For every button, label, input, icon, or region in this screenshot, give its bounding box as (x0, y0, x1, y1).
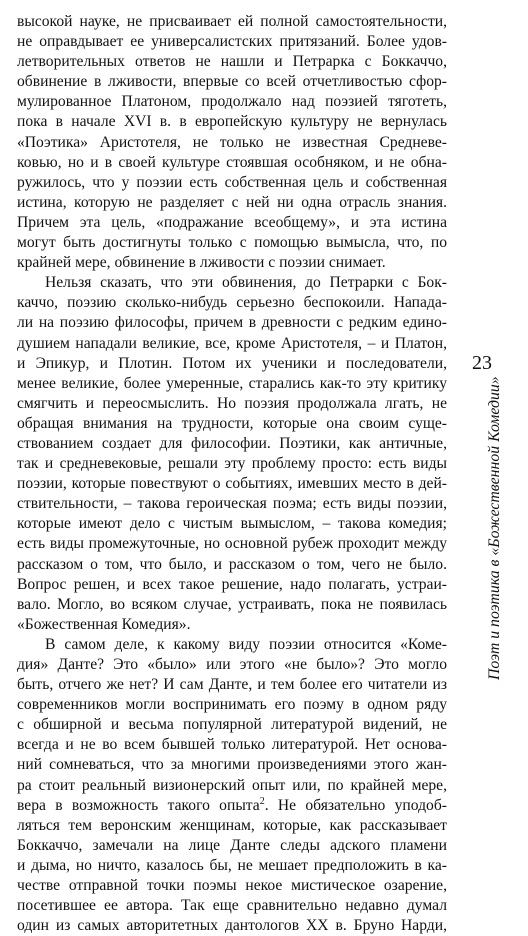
text-line: современников могли воспринимать его поэму в одном ряду (17, 696, 447, 714)
text-line: ний сомневаться, что за многими произведениями этого жан- (17, 756, 447, 774)
paragraph (17, 635, 447, 936)
running-head: Поэт и поэтика в «Божественной Комедии» (486, 376, 503, 680)
text-line: всегда и не во всем бывшей только литературой. Нет основа- (17, 736, 447, 754)
text-line: и дыма, но ничто, казалось бы, не мешает предположить в ка- (17, 856, 447, 874)
text-column (17, 12, 447, 936)
text-line: истина, которую не разделяет с ней ни одна отрасль знания. (17, 193, 447, 211)
text-line: В самом деле, к какому виду поэзии относится «Коме- (45, 635, 447, 653)
text-line: так и средневековые, решали эту проблему просто: есть виды (17, 455, 447, 473)
text-line: ли на поэзию философы, причем в древности с редким едино- (17, 314, 447, 332)
text-line: ляться тем веронским женщинам, которые, как рассказывает (17, 816, 447, 834)
text-line: дия» Данте? Это «было» или этого «не было»? Это могло (17, 656, 447, 673)
paragraph (17, 273, 447, 635)
text-line: смягчить и переосмыслить. Но поэзия продолжала лгать, не (17, 394, 447, 412)
text-line: быть, отчего же нет? И сам Данте, и тем более его читатели из (17, 676, 447, 694)
text-line: обвинение в лживости, впервые со всей отчетливостью сфор- (17, 73, 447, 91)
text-line: честве отправной точки поэмы некое мистическое озарение, (17, 877, 447, 895)
text-line: могут быть достигнуты только с помощью вымысла, что, по (17, 234, 447, 252)
text-line: каччо, поэзию сколько-нибудь серьезно беспокоили. Напада- (17, 294, 447, 312)
text-line: есть виды промежуточные, но основной рубеж проходит между (17, 535, 447, 553)
text-line: «Поэтика» Аристотеля, не только не известная Средневе- (17, 133, 447, 151)
text-line: высокой науке, не присваивает ей полной самостоятельности, (17, 13, 447, 30)
text-line: крайней мере, обвинение в лживости с поэзии снимает. (17, 254, 386, 272)
text-line: Нельзя сказать, что эти обвинения, до Петрарки с Бок- (45, 274, 447, 292)
text-line: ружилось, что у поэзии есть собственная цель и собственная (17, 173, 447, 191)
text-line: Вопрос решен, и всех такое решение, надо полагать, устраи- (17, 575, 447, 593)
text-line: один из самых авторитетных дантологов XX в. Бруно Нарди, (17, 917, 447, 935)
text-line: ковью, но и в своей культуре стоявшая особняком, и не обна- (17, 153, 447, 171)
page-number: 23 (472, 352, 492, 374)
text-line: душием нападали великие, все, кроме Аристотеля, – и Платон, (17, 334, 447, 352)
text-line: Причем эта цель, «подражание всеобщему», и эта истина (17, 213, 447, 231)
text-line: вало. Могло, во всяком случае, устраивать, пока не появилась (17, 595, 447, 613)
text-line: ствительности, – такова героическая поэма; есть виды поэзии, (17, 495, 447, 513)
text-line: менее великие, более умеренные, старались как-то эту критику (17, 374, 447, 392)
text-line: Боккаччо, замечали на лице Данте следы адского пламени (17, 836, 447, 854)
text-line: пока в начале XVI в. в европейскую культуру не вернулась (17, 113, 447, 131)
text-line-with-footnote (17, 796, 447, 816)
text-line: ствованием создает для философии. Поэтики, как античные, (17, 434, 447, 452)
text-line: «Божественная Комедия». (17, 615, 191, 633)
text-line: которые имеют дело с чистым вымыслом, – такова комедия; (17, 515, 447, 533)
text-line: ра стоит реальный визионерский опыт или, по крайней мере, (17, 776, 447, 794)
text-line: обращая внимания на трудности, которые она своим суще- (17, 414, 447, 432)
text-segment: . Не обязательно уподоб- (264, 796, 447, 814)
text-line: посетившее ее автора. Так еще сравнительно недавно думал (17, 897, 447, 915)
footnote-marker[interactable]: 2 (259, 795, 265, 807)
text-line: мулированное Платоном, продолжало над поэзией тяготеть, (17, 93, 447, 111)
text-line: поэзии, которые повествуют о событиях, имевших место в дей- (17, 475, 447, 493)
paragraph (17, 12, 447, 273)
text-line: не оправдывает ее универсалистских притязаний. Более удов- (17, 33, 447, 51)
text-line: и Эпикур, и Плотин. Потом их ученики и последователи, (17, 354, 447, 372)
text-segment: вера в возможность такого опыта (17, 796, 260, 814)
text-line: рассказом о том, что было, и рассказом о том, чего не было. (17, 555, 447, 573)
text-line: летворительных ответов не нашли и Петрарка с Боккаччо, (17, 53, 447, 71)
text-line: с обширной и весьма популярной литературой видений, не (17, 716, 447, 734)
